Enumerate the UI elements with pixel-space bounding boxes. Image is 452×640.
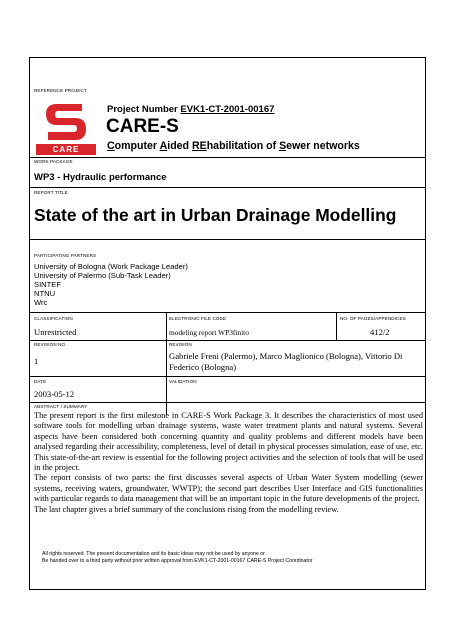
project-subtitle xyxy=(107,140,360,152)
partner-item: University of Bologna (Work Package Leader) xyxy=(34,262,188,271)
partners-list xyxy=(34,262,188,307)
subtitle-part: ided xyxy=(167,140,192,152)
logo-care-text: CARE xyxy=(36,144,96,155)
divider xyxy=(29,157,426,158)
subtitle-part: A xyxy=(159,140,168,152)
divider xyxy=(166,312,167,415)
divider xyxy=(29,187,426,188)
reference-project-label: REFERENCE PROJECT xyxy=(34,88,87,93)
partner-item: Wrc xyxy=(34,298,48,307)
work-package-label: WORK PACKAGE xyxy=(34,159,73,164)
revision-no-value: 1 xyxy=(34,356,39,366)
electronic-file-code-value: modeling report WP3finito xyxy=(169,328,249,337)
classification-label: CLASSIFICATION xyxy=(34,316,73,321)
partner-item: NTNU xyxy=(34,289,56,298)
subtitle-part: omputer xyxy=(114,140,160,152)
rights-notice xyxy=(42,551,422,565)
subtitle-part: habilitation of xyxy=(206,140,280,152)
revision-value: Gabriele Freni (Palermo), Marco Maglionico (Bologna), Vittorio Di Federico (Bologna) xyxy=(169,351,403,372)
revision-label: REVISION xyxy=(169,342,192,347)
report-title-label: REPORT TITLE xyxy=(34,190,68,195)
partner-item: SINTEF xyxy=(34,280,62,289)
divider xyxy=(29,312,426,313)
abstract-label: ABSTRACT / SUMMARY xyxy=(34,404,88,409)
revision-no-label: REVISION NO. xyxy=(34,342,67,347)
abstract-paragraph: The report consists of two parts: the first discusses several aspects of Urban Water System modelling (sewer systems, receiving waters, groundwater, WWTP); the second part describes User Interface and GIS functionalities with particular regards to data management that will be an important topic in the future developments of the project. xyxy=(34,473,423,504)
validation-label: VALIDATION xyxy=(169,379,197,384)
divider xyxy=(29,376,426,377)
participating-partners-label: PARTICIPATING PARTNERS xyxy=(34,253,97,258)
electronic-file-code-label: ELECTRONIC FILE CODE xyxy=(169,316,227,321)
date-value: 2003-05-12 xyxy=(34,389,75,399)
divider xyxy=(29,340,426,341)
project-number-value: EVK1-CT-2001-00167 xyxy=(180,104,275,115)
report-title: State of the art in Urban Drainage Modelling xyxy=(34,205,397,225)
divider xyxy=(336,312,337,340)
s-logo-icon xyxy=(44,100,88,144)
partner-item: University of Palermo (Sub-Task Leader) xyxy=(34,271,171,280)
divider xyxy=(29,402,426,403)
work-package-value: WP3 - Hydraulic performance xyxy=(34,172,167,183)
abstract-paragraph: The present report is the first milestone in CARE-S Work Package 3. It describes the characteristics of most used software tools for modelling urban drainage systems, waste water treatment plants and natural systems. Several aspects have been considered both concerning quantity and quality problems and different models have been analysed regarding their accessibility, completeness, level of detail in physical processes simulation, ease of use, etc. This state-of-the-art review is essential for the following project activities and the selection of tools that will be used in the project. xyxy=(34,411,423,473)
subtitle-part: ewer networks xyxy=(286,140,360,152)
number-of-pages-value: 412/2 xyxy=(370,327,390,337)
date-label: DATE xyxy=(34,379,47,384)
divider xyxy=(29,239,426,240)
subtitle-part: RE xyxy=(191,140,207,152)
abstract-text xyxy=(34,411,423,515)
rights-line: Be handed over to a third party without prior written approval from EVK1-CT-2001-00167 CARE-S Project Coordinator xyxy=(42,558,313,565)
project-number xyxy=(107,104,274,115)
project-number-prefix: Project Number xyxy=(107,104,181,115)
subtitle-part: C xyxy=(107,140,115,152)
abstract-paragraph: The last chapter gives a brief summary of the conclusions rising from the modelling review. xyxy=(34,504,339,514)
classification-value: Unrestricted xyxy=(34,327,77,337)
number-of-pages-label: NO. OF PAGES/APPENDICES xyxy=(340,316,406,321)
subtitle-part: S xyxy=(279,140,287,152)
care-s-logo xyxy=(36,100,96,156)
rights-line: All rights reserved. The present documentation and its basic ideas may not be used by anyone or xyxy=(42,551,265,557)
project-name: CARE-S xyxy=(106,116,179,137)
